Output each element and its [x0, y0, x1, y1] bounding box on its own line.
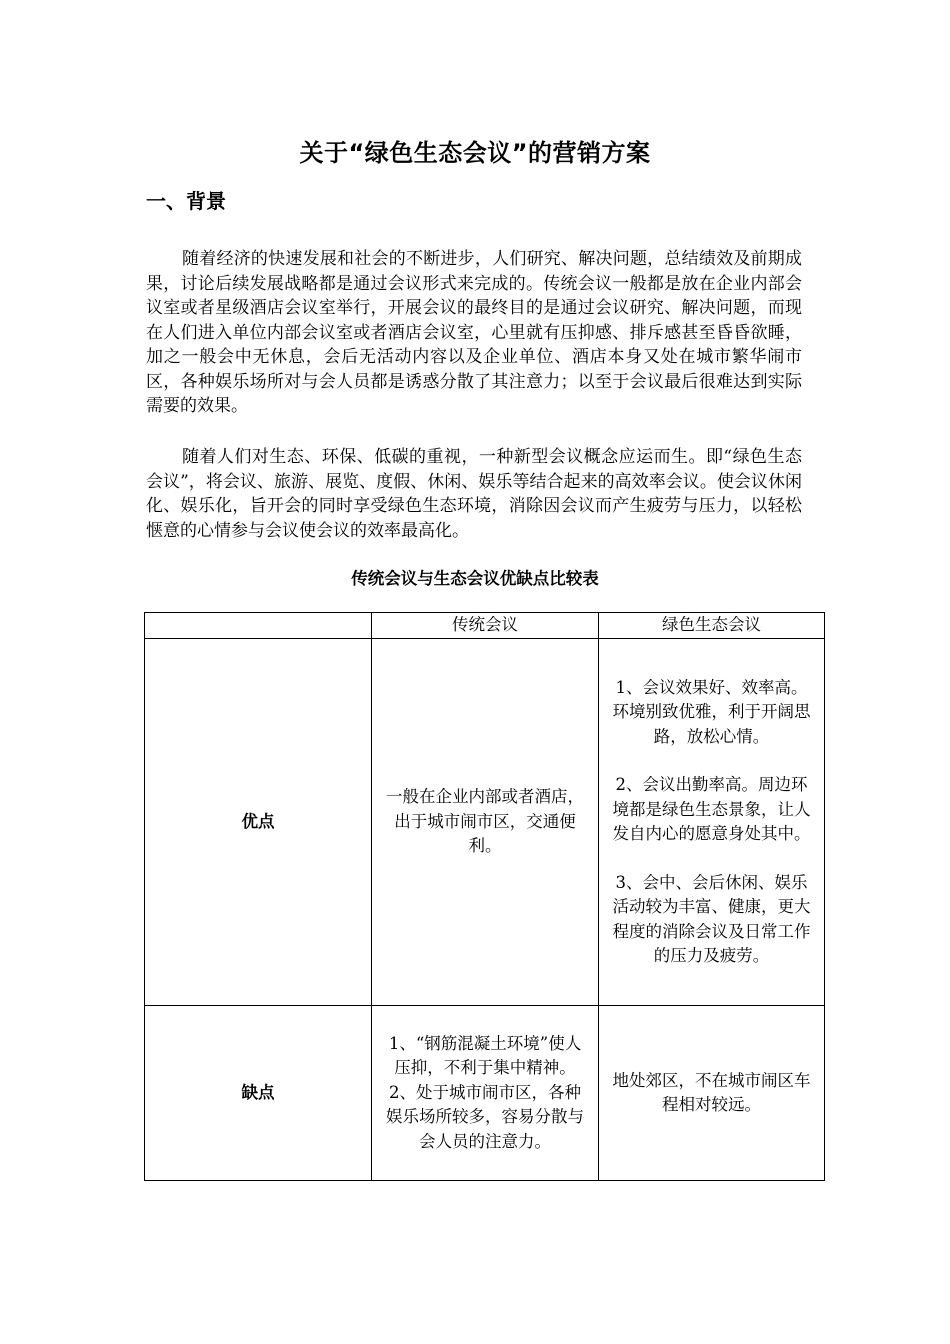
background-paragraph-2: 随着人们对生态、环保、低碳的重视，一种新型会议概念应运而生。即“绿色生态会议”，将会议、旅游、展览、度假、休闲、娱乐等结合起来的高效率会议。使会议休闲化、娱乐化，旨开会的同时享受绿色生态环境，消除因会议而产生疲劳与压力，以轻松惬意的心情参与会议使会议的效率最高化。 [146, 447, 802, 541]
table-row-cons [145, 1006, 825, 1181]
table-header-green: 绿色生态会议 [599, 613, 825, 639]
pros-traditional-cell: 一般在企业内部或者酒店，出于城市闹市区，交通便利。 [372, 639, 599, 1006]
table-row-pros [145, 639, 825, 1006]
background-paragraph-1: 随着经济的快速发展和社会的不断进步，人们研究、解决问题，总结绩效及前期成果，讨论后续发展战略都是通过会议形式来完成的。传统会议一般都是放在企业内部会议室或者星级酒店会议室举行，开展会议的最终目的是通过会议研究、解决问题，而现在人们进入单位内部会议室或者酒店会议室，心里就有压抑感、排斥感甚至昏昏欲睡，加之一般会中无休息，会后无活动内容以及企业单位、酒店本身又处在城市繁华闹市区，各种娱乐场所对与会人员都是诱惑分散了其注意力；以至于会议最后很难达到实际需要的效果。 [146, 249, 802, 416]
cons-traditional-cell [372, 1006, 599, 1181]
table-header-blank [145, 613, 372, 639]
cons-traditional-item-1: 1、“钢筋混凝土环境”使人压抑，不利于集中精神。 [388, 1033, 582, 1078]
pros-green-item-1: 1、会议效果好、效率高。环境别致优雅，利于开阔思路，放松心情。 [612, 677, 811, 746]
table-caption: 传统会议与生态会议优缺点比较表 [351, 569, 599, 588]
cons-traditional-item-2: 2、处于城市闹市区，各种娱乐场所较多，容易分散与会人员的注意力。 [386, 1082, 585, 1151]
row-label-pros: 优点 [145, 639, 372, 1006]
pros-green-item-2: 2、会议出勤率高。周边环境都是绿色生态景象，让人发自内心的愿意身处其中。 [612, 775, 811, 843]
pros-green-cell [599, 639, 825, 1006]
pros-green-item-3: 3、会中、会后休闲、娱乐活动较为丰富、健康，更大程度的消除会议及日常工作的压力及疲劳。 [612, 872, 811, 965]
cons-green-cell: 地处郊区，不在城市闹区车程相对较远。 [599, 1006, 825, 1181]
comparison-table [144, 612, 825, 1181]
section-heading-background: 一、背景 [146, 189, 226, 213]
document-title: 关于“绿色生态会议”的营销方案 [299, 139, 651, 167]
table-header-row [145, 613, 825, 639]
row-label-cons: 缺点 [145, 1006, 372, 1181]
table-header-traditional: 传统会议 [372, 613, 599, 639]
